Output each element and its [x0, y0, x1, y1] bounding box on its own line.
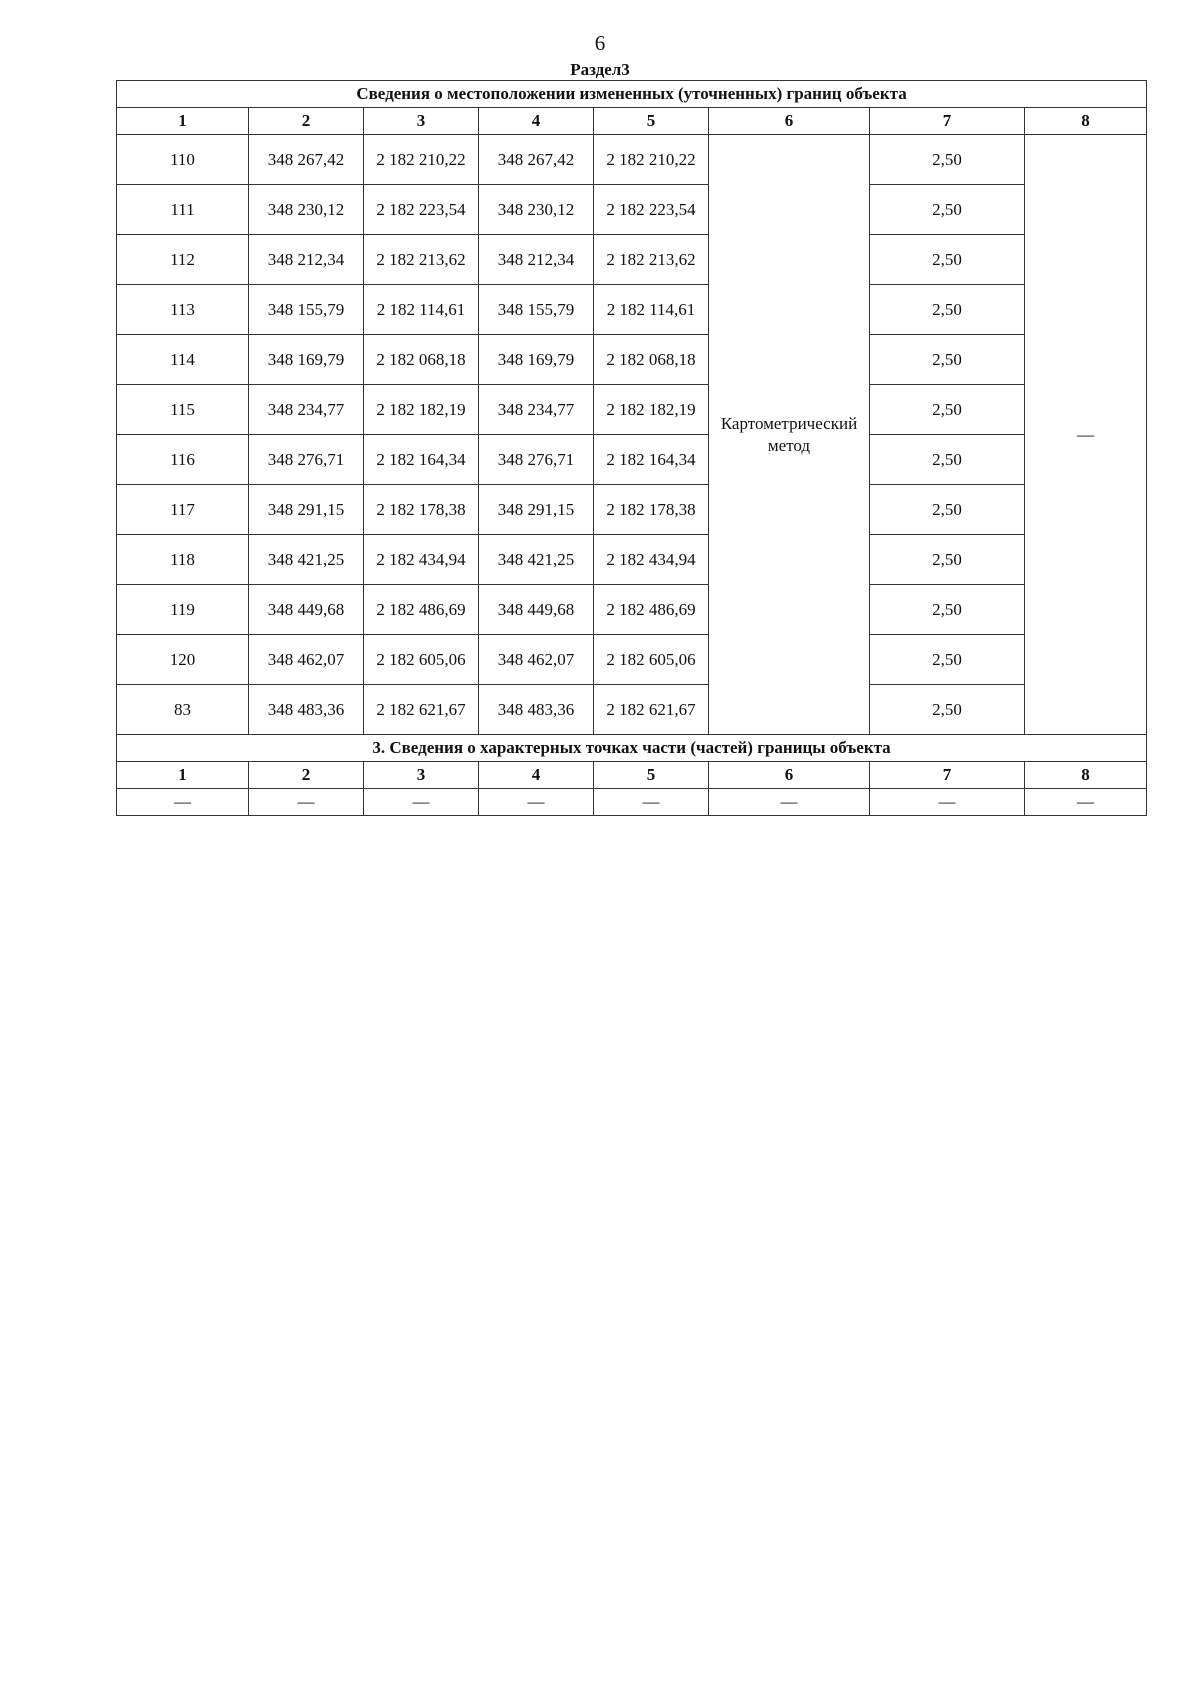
header-cell: 3 — [364, 762, 479, 789]
coord-y-cell: 2 182 486,69 — [594, 585, 709, 635]
section-title: Раздел3 — [570, 60, 630, 79]
accuracy-cell: 2,50 — [870, 435, 1025, 485]
coord-x-cell: 348 155,79 — [249, 285, 364, 335]
header-cell: 7 — [870, 762, 1025, 789]
accuracy-cell: 2,50 — [870, 685, 1025, 735]
coord-y-cell: 2 182 213,62 — [364, 235, 479, 285]
coord-y-cell: 2 182 068,18 — [594, 335, 709, 385]
table-title-row — [117, 81, 1147, 108]
header-cell: 6 — [709, 762, 870, 789]
header-cell: 8 — [1025, 108, 1147, 135]
table-row — [117, 335, 1147, 385]
coord-y-cell: 2 182 223,54 — [364, 185, 479, 235]
header-cell: 4 — [479, 762, 594, 789]
coord-x-cell: 348 291,15 — [479, 485, 594, 535]
header-cell: 2 — [249, 762, 364, 789]
header-cell: 1 — [117, 108, 249, 135]
coord-y-cell: 2 182 621,67 — [364, 685, 479, 735]
coord-x-cell: 348 462,07 — [479, 635, 594, 685]
boundary-coordinates-table — [116, 80, 1147, 816]
dash-cell: — — [709, 789, 870, 816]
table-row — [117, 235, 1147, 285]
coord-y-cell: 2 182 164,34 — [594, 435, 709, 485]
coord-y-cell: 2 182 068,18 — [364, 335, 479, 385]
point-number-cell: 116 — [117, 435, 249, 485]
dash-cell: — — [1025, 789, 1147, 816]
section3-title: 3. Сведения о характерных точках части (частей) границы объекта — [117, 735, 1147, 762]
coord-x-cell: 348 212,34 — [479, 235, 594, 285]
coord-y-cell: 2 182 210,22 — [364, 135, 479, 185]
point-number-cell: 113 — [117, 285, 249, 335]
table-row — [117, 635, 1147, 685]
coord-y-cell: 2 182 210,22 — [594, 135, 709, 185]
accuracy-cell: 2,50 — [870, 285, 1025, 335]
coord-x-cell: 348 230,12 — [479, 185, 594, 235]
table-row — [117, 685, 1147, 735]
coord-x-cell: 348 276,71 — [479, 435, 594, 485]
point-number-cell: 112 — [117, 235, 249, 285]
coord-y-cell: 2 182 182,19 — [364, 385, 479, 435]
coord-x-cell: 348 230,12 — [249, 185, 364, 235]
table-row — [117, 385, 1147, 435]
coord-x-cell: 348 449,68 — [249, 585, 364, 635]
coord-x-cell: 348 421,25 — [479, 535, 594, 585]
header-cell: 5 — [594, 762, 709, 789]
table-body — [117, 81, 1147, 816]
header-cell: 7 — [870, 108, 1025, 135]
point-number-cell: 111 — [117, 185, 249, 235]
accuracy-cell: 2,50 — [870, 385, 1025, 435]
coord-y-cell: 2 182 434,94 — [594, 535, 709, 585]
header-cell: 5 — [594, 108, 709, 135]
dash-cell: — — [479, 789, 594, 816]
accuracy-cell: 2,50 — [870, 535, 1025, 585]
dash-cell: — — [117, 789, 249, 816]
coord-y-cell: 2 182 223,54 — [594, 185, 709, 235]
coord-y-cell: 2 182 605,06 — [594, 635, 709, 685]
method-cell: Картометрический метод — [709, 135, 870, 735]
header-cell: 8 — [1025, 762, 1147, 789]
coord-x-cell: 348 267,42 — [249, 135, 364, 185]
table-row — [117, 585, 1147, 635]
point-number-cell: 118 — [117, 535, 249, 585]
point-number-cell: 120 — [117, 635, 249, 685]
point-number-cell: 119 — [117, 585, 249, 635]
coord-x-cell: 348 169,79 — [479, 335, 594, 385]
section3-empty-row — [117, 789, 1147, 816]
dash-cell: — — [364, 789, 479, 816]
coord-x-cell: 348 155,79 — [479, 285, 594, 335]
table-row — [117, 535, 1147, 585]
coord-x-cell: 348 212,34 — [249, 235, 364, 285]
accuracy-cell: 2,50 — [870, 585, 1025, 635]
point-number-cell: 115 — [117, 385, 249, 435]
header-cell: 2 — [249, 108, 364, 135]
coord-x-cell: 348 276,71 — [249, 435, 364, 485]
coord-y-cell: 2 182 182,19 — [594, 385, 709, 435]
coord-y-cell: 2 182 621,67 — [594, 685, 709, 735]
description-cell: — — [1025, 135, 1147, 735]
accuracy-cell: 2,50 — [870, 335, 1025, 385]
point-number-cell: 117 — [117, 485, 249, 535]
page-number: 6 — [594, 31, 606, 55]
coord-x-cell: 348 449,68 — [479, 585, 594, 635]
accuracy-cell: 2,50 — [870, 235, 1025, 285]
coord-y-cell: 2 182 178,38 — [594, 485, 709, 535]
coord-x-cell: 348 483,36 — [479, 685, 594, 735]
coord-x-cell: 348 267,42 — [479, 135, 594, 185]
table-row — [117, 185, 1147, 235]
table-title: Сведения о местоположении измененных (уточненных) границ объекта — [117, 81, 1147, 108]
dash-cell: — — [870, 789, 1025, 816]
coord-y-cell: 2 182 178,38 — [364, 485, 479, 535]
header-cell: 6 — [709, 108, 870, 135]
section3-title-row — [117, 735, 1147, 762]
coord-x-cell: 348 234,77 — [479, 385, 594, 435]
coord-y-cell: 2 182 434,94 — [364, 535, 479, 585]
table-row — [117, 285, 1147, 335]
accuracy-cell: 2,50 — [870, 635, 1025, 685]
coord-x-cell: 348 234,77 — [249, 385, 364, 435]
dash-cell: — — [594, 789, 709, 816]
header-cell: 4 — [479, 108, 594, 135]
coord-y-cell: 2 182 114,61 — [364, 285, 479, 335]
dash-cell: — — [249, 789, 364, 816]
coord-y-cell: 2 182 114,61 — [594, 285, 709, 335]
table-header-row — [117, 108, 1147, 135]
table-row — [117, 485, 1147, 535]
section3-header-row — [117, 762, 1147, 789]
coord-y-cell: 2 182 486,69 — [364, 585, 479, 635]
accuracy-cell: 2,50 — [870, 185, 1025, 235]
coord-y-cell: 2 182 213,62 — [594, 235, 709, 285]
coord-y-cell: 2 182 164,34 — [364, 435, 479, 485]
accuracy-cell: 2,50 — [870, 485, 1025, 535]
point-number-cell: 114 — [117, 335, 249, 385]
table-row — [117, 135, 1147, 185]
coord-x-cell: 348 421,25 — [249, 535, 364, 585]
point-number-cell: 83 — [117, 685, 249, 735]
coord-y-cell: 2 182 605,06 — [364, 635, 479, 685]
coord-x-cell: 348 462,07 — [249, 635, 364, 685]
header-cell: 1 — [117, 762, 249, 789]
point-number-cell: 110 — [117, 135, 249, 185]
coord-x-cell: 348 291,15 — [249, 485, 364, 535]
accuracy-cell: 2,50 — [870, 135, 1025, 185]
table-row — [117, 435, 1147, 485]
header-cell: 3 — [364, 108, 479, 135]
coord-x-cell: 348 483,36 — [249, 685, 364, 735]
coord-x-cell: 348 169,79 — [249, 335, 364, 385]
